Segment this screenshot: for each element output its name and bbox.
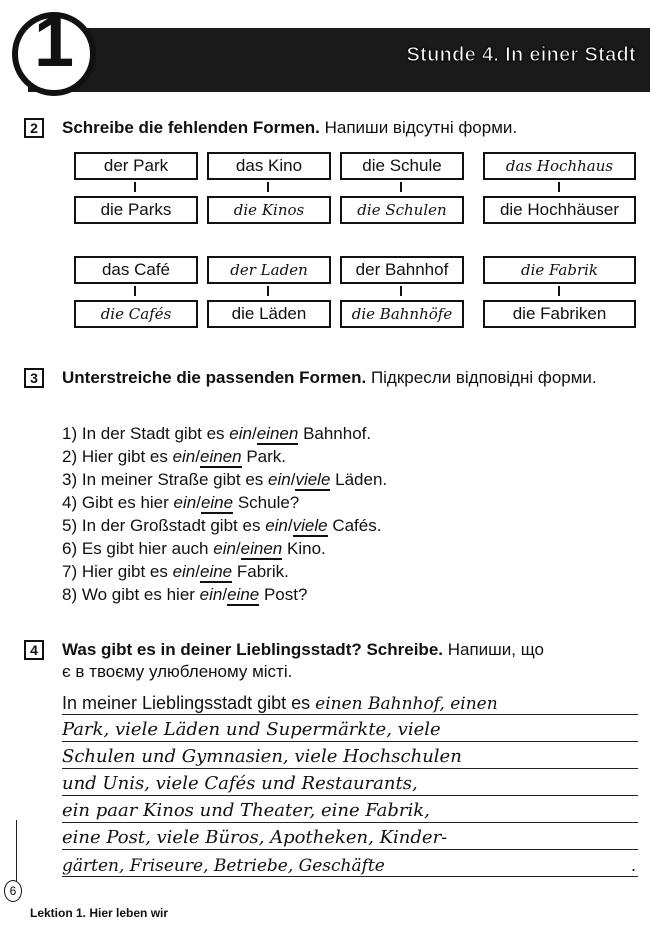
sentence-item: 5) In der Großstadt gibt es ein/viele Cafés.: [62, 516, 382, 535]
answer-line[interactable]: ein paar Kinos und Theater, eine Fabrik,: [62, 796, 638, 823]
instruction-de: Was gibt es in deiner Lieblingsstadt? Schreibe.: [62, 640, 443, 659]
option-2-underlined[interactable]: eine: [227, 585, 260, 604]
word-box-singular: der Park: [74, 152, 198, 180]
option-2-underlined[interactable]: einen: [200, 447, 242, 466]
answer-text: gärten, Friseure, Betriebe, Geschäfte: [62, 856, 385, 876]
word-box-plural: die Parks: [74, 196, 198, 224]
option-2-underlined[interactable]: eine: [200, 493, 234, 512]
connector: [400, 286, 412, 296]
word-box-plural-answer: die Kinos: [207, 196, 331, 224]
page-number: 6: [4, 880, 22, 902]
answer-line[interactable]: [62, 850, 638, 877]
word-box-singular: das Kino: [207, 152, 331, 180]
answer-text: einen Bahnhof, einen: [315, 694, 498, 714]
task-instruction: [62, 117, 517, 139]
option-2-underlined[interactable]: einen: [240, 539, 283, 558]
option-1[interactable]: ein: [229, 424, 252, 443]
word-box-singular-answer: die Fabrik: [483, 256, 636, 284]
option-2-underlined[interactable]: einen: [256, 424, 299, 443]
connector: [558, 286, 570, 296]
option-1[interactable]: ein: [199, 585, 223, 604]
instruction-de: Schreibe die fehlenden Formen.: [62, 118, 320, 137]
connector: [400, 182, 412, 192]
word-box-plural: die Hochhäuser: [483, 196, 636, 224]
instruction-de: Unterstreiche die passenden Formen.: [62, 368, 367, 387]
option-1[interactable]: ein: [173, 493, 197, 512]
connector: [134, 182, 146, 192]
word-box-singular-answer: das Hochhaus: [483, 152, 636, 180]
sentence-item: 2) Hier gibt es ein/einen Park.: [62, 447, 287, 466]
task-instruction: [62, 367, 622, 389]
answer-line[interactable]: [62, 688, 638, 715]
sentence-item: 8) Wo gibt es hier ein/eine Post?: [62, 585, 308, 604]
word-box-singular-answer: der Laden: [207, 256, 331, 284]
option-1[interactable]: ein: [265, 516, 288, 535]
option-1[interactable]: ein: [268, 470, 291, 489]
word-box-singular: die Schule: [340, 152, 464, 180]
task-number: 4: [24, 640, 44, 660]
end-mark: .: [630, 855, 636, 875]
word-box-plural: die Läden: [207, 300, 331, 328]
connector: [267, 182, 279, 192]
instruction-uk: Напиши відсутні форми.: [324, 118, 518, 137]
word-box-plural-answer: die Cafés: [74, 300, 198, 328]
connector: [558, 182, 570, 192]
sentence-item: 7) Hier gibt es ein/eine Fabrik.: [62, 562, 289, 581]
task-instruction: [62, 639, 622, 683]
answer-line[interactable]: eine Post, viele Büros, Apotheken, Kinder-: [62, 823, 638, 850]
option-1[interactable]: ein: [213, 539, 236, 558]
sentence-item: 1) In der Stadt gibt es ein/einen Bahnhof.: [62, 424, 372, 443]
task-number: 2: [24, 118, 44, 138]
lesson-number: 1: [33, 2, 75, 82]
instruction-uk: Підкресли відповідні форми.: [370, 368, 597, 387]
sentence-item: 6) Es gibt hier auch ein/einen Kino.: [62, 539, 326, 558]
option-2-underlined[interactable]: viele: [292, 516, 328, 535]
word-box-singular: das Café: [74, 256, 198, 284]
margin-line: [16, 820, 18, 890]
page-title: Stunde 4. In einer Stadt: [406, 44, 636, 66]
option-2-underlined[interactable]: eine: [200, 562, 233, 581]
instruction-uk: Напиши, що: [447, 640, 544, 659]
footer-text: Lektion 1. Hier leben wir: [30, 906, 169, 920]
option-1[interactable]: ein: [172, 562, 196, 581]
word-box-plural: die Fabriken: [483, 300, 636, 328]
option-2-underlined[interactable]: viele: [295, 470, 331, 489]
connector: [267, 286, 279, 296]
sentence-item: 4) Gibt es hier ein/eine Schule?: [62, 493, 300, 512]
word-box-plural-answer: die Bahnhöfe: [340, 300, 464, 328]
word-box-singular: der Bahnhof: [340, 256, 464, 284]
answer-line[interactable]: Park, viele Läden und Supermärkte, viele: [62, 715, 638, 742]
task-number: 3: [24, 368, 44, 388]
answer-prompt: In meiner Lieblingsstadt gibt es: [62, 693, 311, 713]
answer-line[interactable]: und Unis, viele Cafés und Restaurants,: [62, 769, 638, 796]
answer-line[interactable]: Schulen und Gymnasien, viele Hochschulen: [62, 742, 638, 769]
connector: [134, 286, 146, 296]
sentence-item: 3) In meiner Straße gibt es ein/viele Läden.: [62, 470, 388, 489]
option-1[interactable]: ein: [172, 447, 196, 466]
word-box-plural-answer: die Schulen: [340, 196, 464, 224]
instruction-uk: є в твоєму улюбленому місті.: [62, 662, 293, 681]
